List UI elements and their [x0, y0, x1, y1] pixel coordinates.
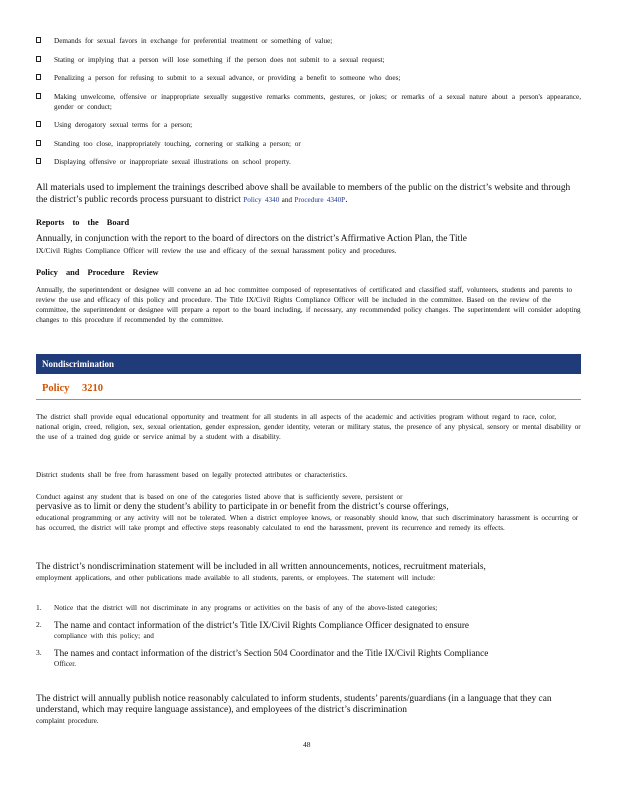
- statement-items-list: [36, 603, 581, 676]
- policy-number: Policy 3210: [42, 383, 104, 394]
- section-title: Nondiscrimination: [42, 359, 115, 369]
- procedure-4340p-link[interactable]: Procedure 4340P: [294, 195, 346, 204]
- checkbox-bullet-icon: [36, 140, 41, 146]
- checkbox-bullet-icon: [36, 121, 41, 127]
- reports-heading: Reports to the Board: [36, 218, 130, 227]
- list-item: Stating or implying that a person will lose something if the person does not submit to a sexual request;: [36, 55, 581, 65]
- page-number: 48: [303, 740, 311, 749]
- checkbox-bullet-icon: [36, 93, 41, 99]
- list-item: 2. The name and contact information of the district’s Title IX/Civil Rights Compliance Officer designated to ensure compliance with this policy; and: [36, 620, 469, 640]
- reports-paragraph: Annually, in conjunction with the report to the board of directors on the district’s Affirmative Action Plan, the Title IX/Civil Rights Compliance Officer will review the use and efficacy of the sexual harassment policy and procedures.: [36, 234, 467, 255]
- review-heading: Policy and Procedure Review: [36, 268, 159, 277]
- nondiscrimination-paragraph: The district shall provide equal educational opportunity and treatment for all students in all aspects of the academic and activities program without regard to race, color, national origin, creed, religion, sex, sexual orientation, gender expression, gender identity, veteran or military status, the presence of any physical, sensory or mental disability or the use of a trained dog guide or service animal by a student with a disability.: [36, 413, 581, 441]
- final-paragraph: The district will annually publish notice reasonably calculated to inform students, students’ parents/guardians (in a language that they can understand, which may require language assistance), and employees of the district’s discrimination complaint procedure.: [36, 694, 552, 725]
- materials-paragraph: All materials used to implement the trainings described above shall be available to members of the public on the district’s website and through the district’s public records process pursuant to district Policy 4340 and Procedure 4340P.: [36, 183, 571, 205]
- conduct-paragraph: Conduct against any student that is based on one of the categories listed above that is sufficiently severe, persistent or pervasive as to limit or deny the student’s ability to participate in or benefit from the district’s course offerings, educational programming or any activity will not be tolerated. When a district employee knows, or reasonably should know, that such discriminatory harassment is occurring or has occurred, the district will take prompt and effective steps reasonably calculated to end the harassment, prevent its recurrence and remedy its effects.: [36, 493, 579, 532]
- list-item: 1. Notice that the district will not discriminate in any programs or activities on the basis of any of the above-listed categories;: [36, 603, 438, 612]
- statement-paragraph: The district’s nondiscrimination statement will be included in all written announcements, notices, recruitment materials, employment applications, and other publications made available to all students, parents, or employees. The statement will include:: [36, 562, 486, 582]
- list-item: Standing too close, inappropriately touching, cornering or stalking a person; or: [36, 139, 581, 149]
- list-item: Using derogatory sexual terms for a person;: [36, 120, 581, 130]
- policy-4340-link[interactable]: Policy 4340: [243, 195, 280, 204]
- list-item: Making unwelcome, offensive or inappropriate sexually suggestive remarks comments, gestures, or jokes; or remarks of a sexual nature about a person's appearance, gender or conduct;: [36, 92, 581, 112]
- checkbox-bullet-icon: [36, 158, 41, 164]
- harassment-examples-list: [36, 36, 581, 176]
- harassment-paragraph: District students shall be free from harassment based on legally protected attributes or characteristics.: [36, 471, 348, 479]
- checkbox-bullet-icon: [36, 37, 41, 43]
- review-paragraph: Annually, the superintendent or designee will convene an ad hoc committee composed of representatives of certificated and classified staff, volunteers, students and parents to review the use and efficacy of this policy and procedure. The Title IX/Civil Rights Compliance Officer will be included in the committee. Based on the review of the committee, the superintendent or designee will prepare a report to the board including, if necessary, any recommended policy changes. The superintendent will consider adopting changes to this procedure if recommended by the committee.: [36, 286, 581, 324]
- section-banner: [36, 354, 581, 374]
- divider: [36, 399, 581, 400]
- list-item: Demands for sexual favors in exchange for preferential treatment or something of value;: [36, 36, 581, 46]
- checkbox-bullet-icon: [36, 56, 41, 62]
- list-item: Penalizing a person for refusing to submit to a sexual advance, or providing a benefit to someone who does;: [36, 73, 581, 83]
- list-item: 3. The names and contact information of the district’s Section 504 Coordinator and the Title IX/Civil Rights Compliance Officer.: [36, 648, 489, 668]
- checkbox-bullet-icon: [36, 74, 41, 80]
- list-item: Displaying offensive or inappropriate sexual illustrations on school property.: [36, 157, 581, 167]
